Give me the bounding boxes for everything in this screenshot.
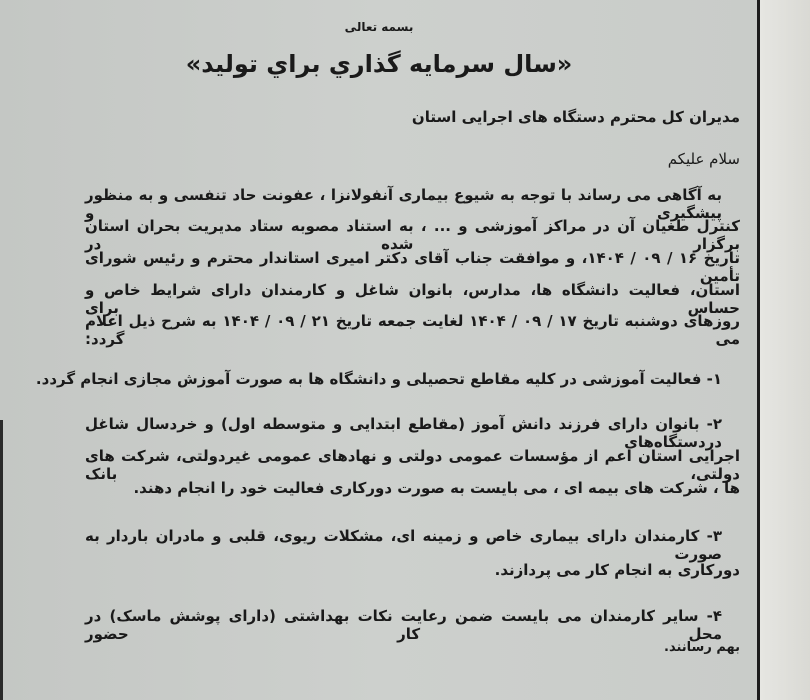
item-3-line: ۳- کارمندان دارای بیماری خاص و زمینه ای، مشکلات ریوی، قلبی و مادران باردار به صورت xyxy=(85,527,722,563)
item-2-line: ها ، شرکت های بیمه ای ، می بایست به صورت دورکاری فعالیت خود را انجام دهند. xyxy=(133,479,740,497)
paper-edge-left xyxy=(0,420,3,700)
intro-line: به آگاهی می رساند با توجه به شیوع بیماری آنفولانزا ، عفونت حاد تنفسی و به منظور پیشگیری و xyxy=(85,186,722,222)
item-4-line: بهم رسانند. xyxy=(664,640,740,655)
basmala: بسمه تعالی xyxy=(344,20,414,34)
item-2-line: اجرایی استان اعم از مؤسسات عمومی دولتی و نهادهای عمومی غیردولتی، شرکت های دولتی، بانک xyxy=(85,447,740,483)
intro-line: استان، فعالیت دانشگاه ها، مدارس، بانوان شاغل و کارمندان دارای شرایط خاص و حساس برای xyxy=(85,281,740,317)
intro-line: تاریخ ۱۶ / ۰۹ / ۱۴۰۴، و موافقت جناب آقای دکتر امیری استاندار محترم و رئیس شورای تأمین xyxy=(85,249,740,285)
item-1: ۱- فعالیت آموزشی در کلیه مقاطع تحصیلی و دانشگاه ها به صورت آموزش مجازی انجام گردد. xyxy=(35,370,722,388)
background-paper xyxy=(760,0,810,700)
salutation: سلام علیکم xyxy=(667,150,740,168)
item-2-line: ۲- بانوان دارای فرزند دانش آموز (مقاطع ابتدایی و متوسطه اول) و خردسال شاغل دردستگاه‌های xyxy=(85,415,722,451)
intro-line: کنترل طغیان آن در مراکز آموزشی و ... ، به استناد مصوبه ستاد مدیریت بحران استان برگزار شده در xyxy=(85,217,740,253)
year-slogan-title: «سال سرمایه گذاري براي توليد» xyxy=(185,50,573,78)
intro-line: روزهای دوشنبه تاریخ ۱۷ / ۰۹ / ۱۴۰۴ لغایت جمعه تاریخ ۲۱ / ۰۹ / ۱۴۰۴ به شرح ذیل اعلام می گردد: xyxy=(85,312,740,348)
item-3-line: دورکاری به انجام کار می پردازند. xyxy=(494,561,740,579)
addressee: مدیران کل محترم دستگاه های اجرایی استان xyxy=(411,108,740,126)
item-4-line: ۴- سایر کارمندان می بایست ضمن رعایت نکات بهداشتی (دارای پوشش ماسک) در محل کار حضور xyxy=(85,607,722,643)
